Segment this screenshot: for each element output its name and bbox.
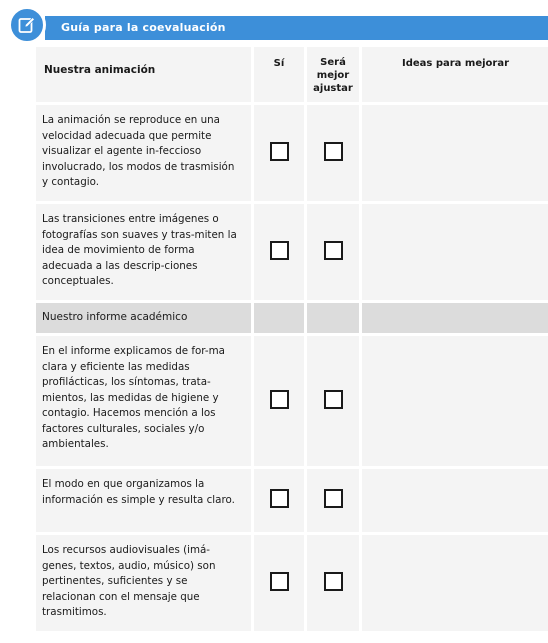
yes-checkbox[interactable] xyxy=(270,489,289,508)
ideas-cell[interactable] xyxy=(362,105,548,201)
section-label: Nuestro informe académico xyxy=(36,303,251,333)
better-cell xyxy=(307,535,359,631)
better-cell xyxy=(307,336,359,466)
yes-checkbox[interactable] xyxy=(270,241,289,260)
table-header-row xyxy=(36,47,548,102)
criterion-text: El modo en que organizamos la información es simple y resulta claro. xyxy=(36,469,251,532)
criterion-text: La animación se reproduce en una velocidad adecuada que permite visualizar el agente in-feccioso involucrado, los modos de trasmisión y contagio. xyxy=(36,105,251,201)
criterion-text: En el informe explicamos de for-ma clara y eficiente las medidas profilácticas, los síntomas, trata-mientos, las medidas de higiene y contagio. Hacemos mención a los factores culturales, sociales y/o ambientales. xyxy=(36,336,251,466)
yes-checkbox[interactable] xyxy=(270,390,289,409)
ideas-cell[interactable] xyxy=(362,204,548,300)
better-cell xyxy=(307,204,359,300)
yes-cell xyxy=(254,204,304,300)
better-checkbox[interactable] xyxy=(324,142,343,161)
better-checkbox[interactable] xyxy=(324,241,343,260)
coevaluation-table xyxy=(33,44,548,634)
header-criteria: Nuestra animación xyxy=(36,47,251,102)
ideas-cell[interactable] xyxy=(362,469,548,532)
table-row xyxy=(36,535,548,631)
table-row xyxy=(36,105,548,201)
page-title: Guía para la coevaluación xyxy=(61,21,226,34)
better-cell xyxy=(307,469,359,532)
yes-cell xyxy=(254,469,304,532)
header-better-text: Será mejor ajustar xyxy=(313,57,353,94)
header-better xyxy=(307,47,359,102)
better-checkbox[interactable] xyxy=(324,390,343,409)
ideas-cell[interactable] xyxy=(362,535,548,631)
section-row xyxy=(36,303,548,333)
header-badge xyxy=(8,6,46,44)
yes-cell xyxy=(254,535,304,631)
table-row xyxy=(36,469,548,532)
better-checkbox[interactable] xyxy=(324,489,343,508)
criterion-text: Los recursos audiovisuales (imá-genes, textos, audio, músico) son pertinentes, suficientes y se relacionan con el mensaje que trasmitimos. xyxy=(36,535,251,631)
yes-checkbox[interactable] xyxy=(270,142,289,161)
yes-checkbox[interactable] xyxy=(270,572,289,591)
better-cell xyxy=(307,105,359,201)
criterion-text: Las transiciones entre imágenes o fotografías son suaves y tras-miten la idea de movimiento de forma adecuada a las descrip-ciones conceptuales. xyxy=(36,204,251,300)
table-row xyxy=(36,336,548,466)
table-row xyxy=(36,204,548,300)
better-checkbox[interactable] xyxy=(324,572,343,591)
header-ideas: Ideas para mejorar xyxy=(362,47,548,102)
ideas-cell[interactable] xyxy=(362,336,548,466)
header-yes: Sí xyxy=(254,47,304,102)
yes-cell xyxy=(254,336,304,466)
yes-cell xyxy=(254,105,304,201)
edit-icon xyxy=(18,16,36,34)
